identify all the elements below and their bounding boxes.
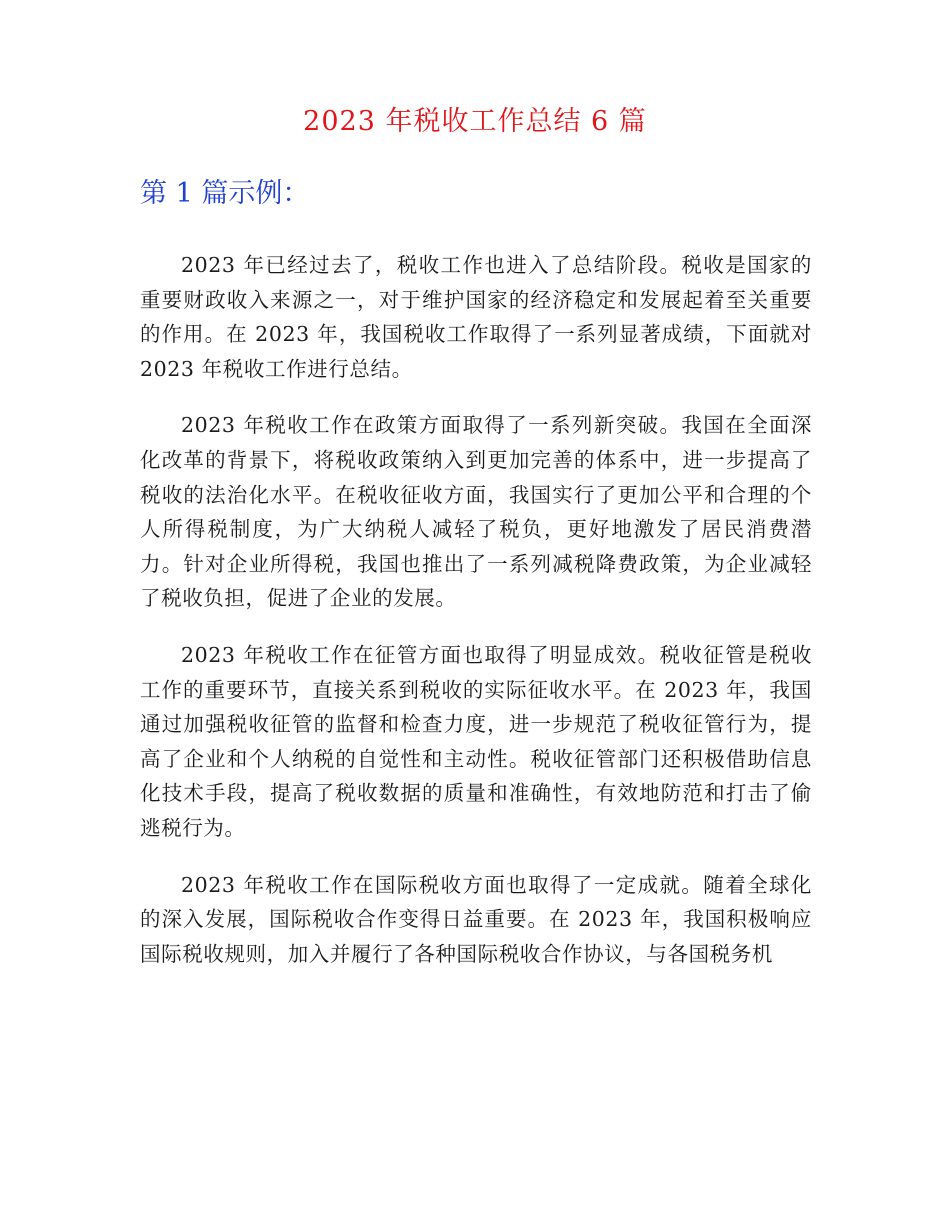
paragraph: 2023 年税收工作在国际税收方面也取得了一定成就。随着全球化的深入发展，国际税收合作变得日益重要。在 2023 年，我国积极响应国际税收规则，加入并履行了各种国际税收合作协议，与各国税务机 (140, 872, 812, 966)
section-heading: 第 1 篇示例： (140, 178, 310, 209)
document-body (140, 248, 812, 993)
paragraph: 2023 年已经过去了，税收工作也进入了总结阶段。税收是国家的重要财政收入来源之一，对于维护国家的经济稳定和发展起着至关重要的作用。在 2023 年，我国税收工作取得了一系列显著成绩，下面就对 2023 年税收工作进行总结。 (140, 253, 812, 381)
paragraph: 2023 年税收工作在征管方面也取得了明显成效。税收征管是税收工作的重要环节，直接关系到税收的实际征收水平。在 2023 年，我国通过加强税收征管的监督和检查力度，进一步规范了税收征管行为，提高了企业和个人纳税的自觉性和主动性。税收征管部门还积极借助信息化技术手段，提高了税收数据的质量和准确性，有效地防范和打击了偷逃税行为。 (140, 642, 812, 840)
paragraph: 2023 年税收工作在政策方面取得了一系列新突破。我国在全面深化改革的背景下，将税收政策纳入到更加完善的体系中，进一步提高了税收的法治化水平。在税收征收方面，我国实行了更加公平和合理的个人所得税制度，为广大纳税人减轻了税负，更好地激发了居民消费潜力。针对企业所得税，我国也推出了一系列减税降费政策，为企业减轻了税收负担，促进了企业的发展。 (140, 413, 812, 611)
document-title: 2023 年税收工作总结 6 篇 (303, 106, 647, 137)
